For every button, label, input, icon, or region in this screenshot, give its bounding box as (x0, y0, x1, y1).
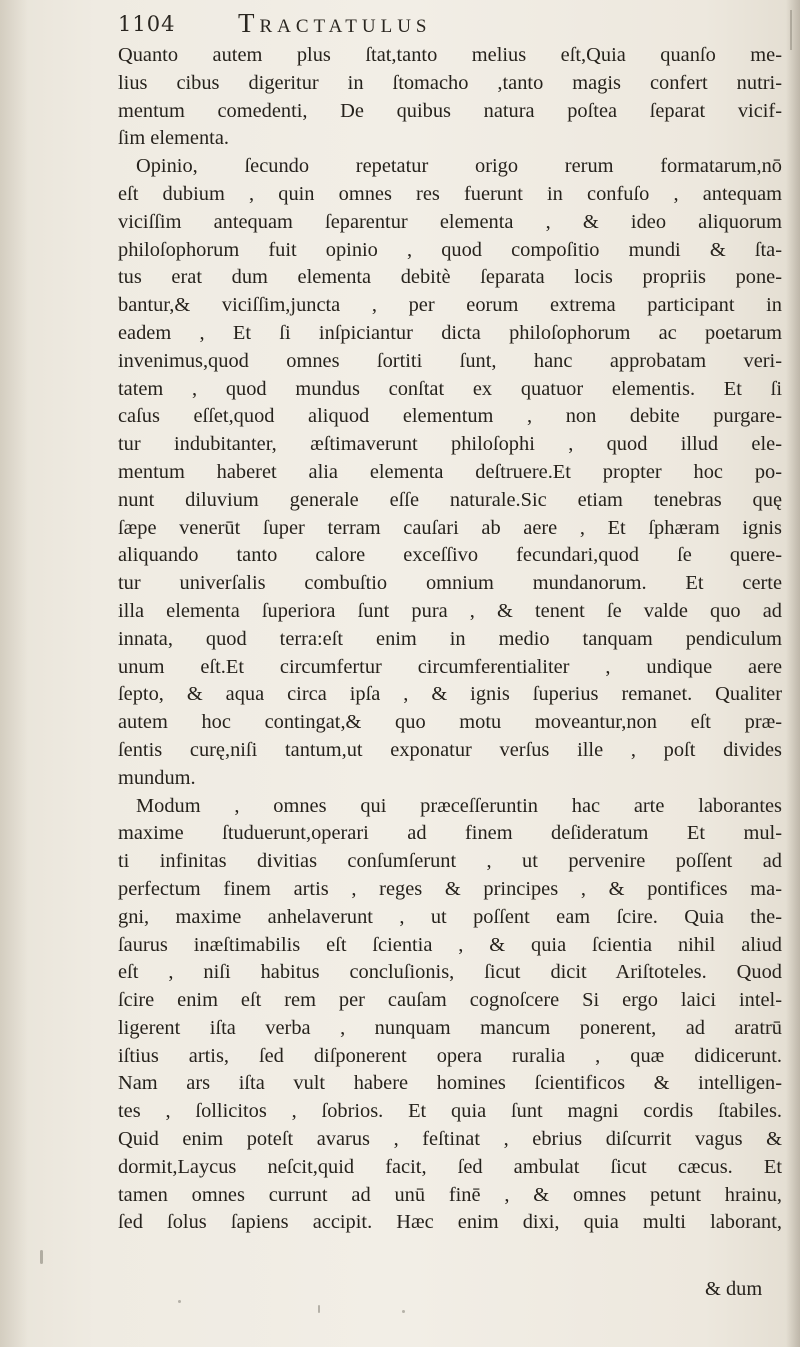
text-line: unum eſt.Et circumfertur circumferentialiter , undique aere (118, 655, 782, 678)
text-line: mentum haberet alia elementa deſtruere.Et propter hoc po- (118, 460, 782, 483)
text-line: ſim elementa. (118, 127, 229, 150)
text-line: invenimus,quod omnes ſortiti ſunt, hanc approbatam veri- (118, 349, 782, 372)
text-line: caſus eſſet,quod aliquod elementum , non debite purgare- (118, 405, 782, 428)
text-line: philoſophorum fuit opinio , quod compoſitio mundi & ſta- (118, 238, 782, 261)
text-line: eſt , niſi habitus concluſionis, ſicut dicit Ariſtoteles. Quod (118, 961, 782, 984)
text-line: maxime ſtuduerunt,operari ad finem deſideratum Et mul- (118, 822, 782, 845)
text-line: Modum , omnes qui præceſſeruntin hac arte laborantes (136, 794, 782, 817)
text-line: mentum comedenti, De quibus natura poſtea ſeparat vicif- (118, 99, 782, 122)
text-line: autem hoc contingat,& quo motu moveantur,non eſt præ- (118, 711, 782, 734)
ink-speck (178, 1300, 181, 1303)
ink-speck (402, 1310, 405, 1313)
page-edge-mark (790, 10, 792, 50)
page-edge-shadow-right (786, 0, 800, 1347)
text-line: Quid enim poteſt avarus , feſtinat , ebrius diſcurrit vagus & (118, 1128, 782, 1151)
text-line: ſepto, & aqua circa ipſa , & ignis ſuperius remanet. Qualiter (118, 683, 782, 706)
text-line: nunt diluvium generale eſſe naturale.Sic etiam tenebras quę (118, 488, 782, 511)
text-line: viciſſim antequam ſeparentur elementa , & ideo aliquorum (118, 210, 782, 233)
text-line: Opinio, ſecundo repetatur origo rerum formatarum,nō (136, 155, 782, 178)
text-line: eſt dubium , quin omnes res fuerunt in confuſo , antequam (118, 182, 782, 205)
text-line: dormit,Laycus neſcit,quid facit, ſed ambulat ſicut cæcus. Et (118, 1155, 782, 1178)
text-line: gni, maxime anhelaverunt , ut poſſent eam ſcire. Quia the- (118, 905, 782, 928)
text-line: ſed ſolus ſapiens accipit. Hæc enim dixi, quia multi laborant, (118, 1211, 782, 1234)
text-line: tus erat dum elementa debitè ſeparata locis propriis pone- (118, 266, 782, 289)
text-line: ſæpe venerūt ſuper terram cauſari ab aere , Et ſphæram ignis (118, 516, 782, 539)
text-line: lius cibus digeritur in ſtomacho ,tanto magis confert nutri- (118, 71, 782, 94)
text-line: ſaurus inæſtimabilis eſt ſcientia , & quia ſcientia nihil aliud (118, 933, 782, 956)
ink-speck (318, 1305, 320, 1313)
text-line: Nam ars iſta vult habere homines ſcientificos & intelligen- (118, 1072, 782, 1095)
text-line: bantur,& viciſſim,juncta , per eorum extrema participant in (118, 294, 782, 317)
page-edge-shadow-left (0, 0, 28, 1347)
ink-speck (40, 1250, 43, 1264)
text-line: tur univerſalis combuſtio omnium mundanorum. Et certe (118, 572, 782, 595)
text-line: ſcire enim eſt rem per cauſam cognoſcere Si ergo laici intel- (118, 989, 782, 1012)
text-line: iſtius artis, ſed diſponerent opera ruralia , quæ didicerunt. (118, 1044, 782, 1067)
text-line: tamen omnes currunt ad unū finē , & omnes petunt hrainu, (118, 1183, 782, 1206)
body-text (118, 42, 782, 1237)
text-line: aliquando tanto calore exceſſivo fecundari,quod ſe quere- (118, 544, 782, 567)
text-line: illa elementa ſuperiora ſunt pura , & tenent ſe valde quo ad (118, 599, 782, 622)
page-header (118, 8, 778, 38)
text-line: ſentis curę,niſi tantum,ut exponatur verſus ille , poſt divides (118, 738, 782, 761)
text-line: ti infinitas divitias conſumſerunt , ut pervenire poſſent ad (118, 850, 782, 873)
text-line: Quanto autem plus ſtat,tanto melius eſt,Quia quanſo me- (118, 44, 782, 66)
text-line: eadem , Et ſi inſpiciantur dicta philoſophorum ac poetarum (118, 321, 782, 344)
text-line: tur indubitanter, æſtimaverunt philoſophi , quod illud ele- (118, 433, 782, 456)
running-title: Tractatulus (238, 8, 432, 38)
text-line: innata, quod terra:eſt enim in medio tanquam pendiculum (118, 627, 782, 650)
text-line: ligerent iſta verba , nunquam mancum ponerent, ad aratrū (118, 1016, 782, 1039)
text-line: perfectum finem artis , reges & principes , & pontifices ma- (118, 877, 782, 900)
text-line: tes , ſollicitos , ſobrios. Et quia ſunt magni cordis ſtabiles. (118, 1100, 782, 1123)
text-line: tatem , quod mundus conſtat ex quatuor elementis. Et ſi (118, 377, 782, 400)
catchword: & dum (705, 1278, 763, 1300)
text-line: mundum. (118, 766, 196, 789)
page-number: 1104 (118, 12, 176, 36)
